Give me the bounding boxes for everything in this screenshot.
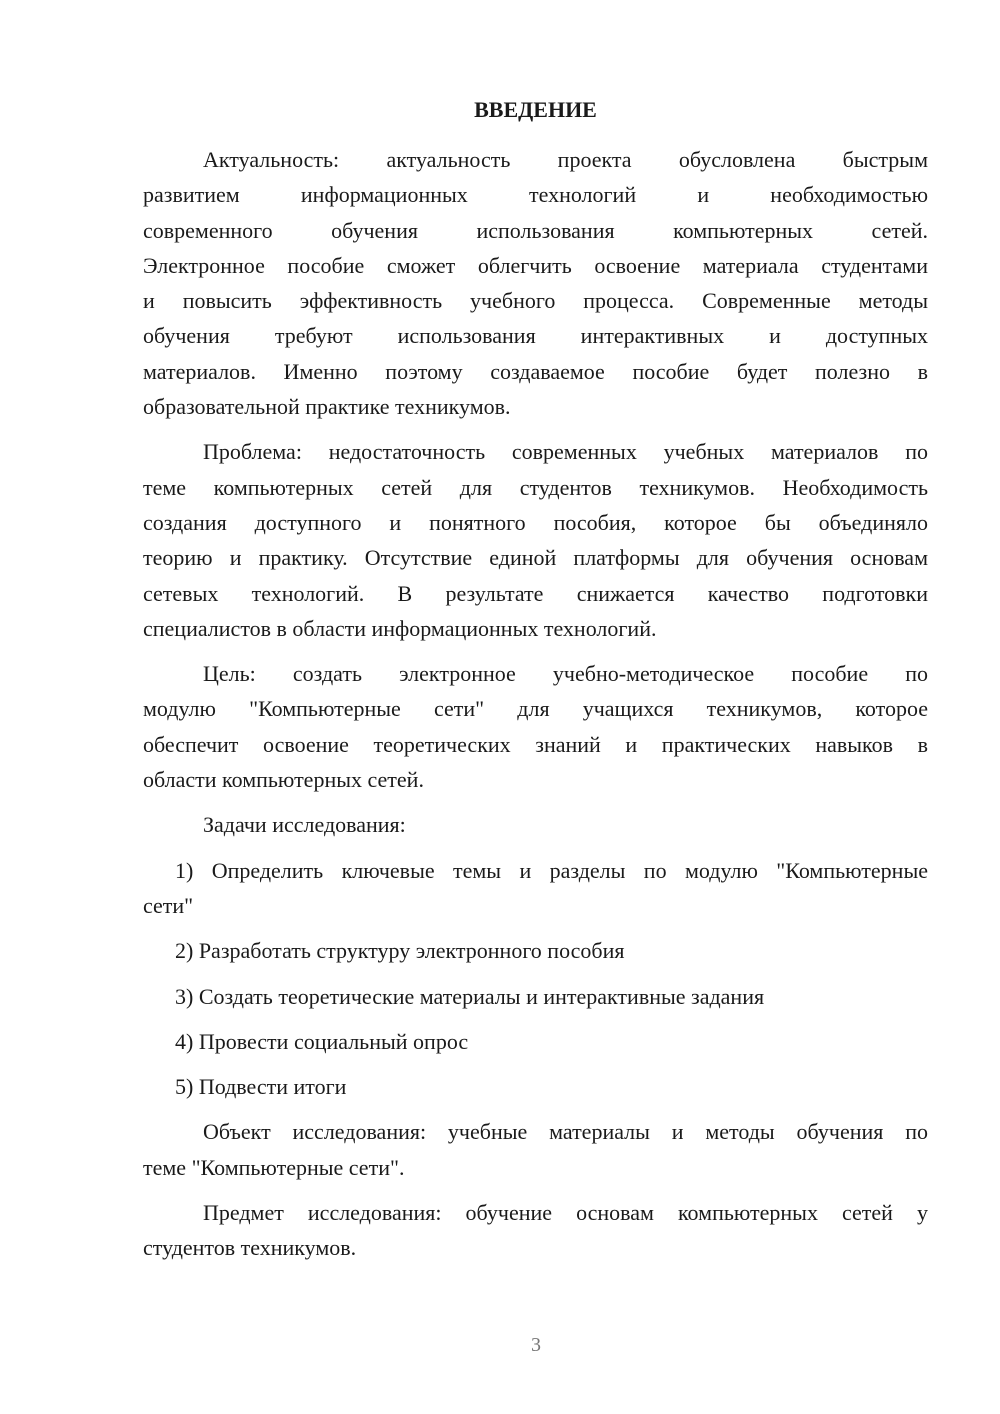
text-line: образовательной практике техникумов. — [143, 394, 511, 420]
paragraph — [143, 1114, 928, 1185]
page-number: 3 — [531, 1334, 541, 1356]
text-line: развитием информационных технологий и необходимостью — [143, 182, 928, 208]
text-line: Цель: создать электронное учебно-методическое пособие по — [203, 661, 928, 687]
text-line: создания доступного и понятного пособия, которое бы объединяло — [143, 509, 928, 535]
text-line: Задачи исследования: — [203, 812, 406, 838]
paragraph — [143, 434, 928, 646]
list-item — [143, 933, 928, 968]
list-item — [143, 1024, 928, 1059]
text-line: Актуальность: актуальность проекта обусловлена быстрым — [203, 147, 928, 172]
paragraph — [143, 656, 928, 797]
text-line: области компьютерных сетей. — [143, 767, 424, 793]
text-line: 1) Определить ключевые темы и разделы по модулю "Компьютерные — [175, 857, 928, 883]
text-line: сетевых технологий. В результате снижается качество подготовки — [143, 580, 928, 606]
page-body — [143, 92, 928, 1276]
text-line: Предмет исследования: обучение основам компьютерных сетей у — [203, 1200, 928, 1226]
text-line: обучения требуют использования интерактивных и доступных — [143, 323, 928, 349]
section-title: ВВЕДЕНИЕ — [474, 97, 597, 122]
paragraph — [143, 807, 928, 842]
content — [143, 142, 928, 1266]
text-line: 2) Разработать структуру электронного пособия — [175, 938, 625, 964]
text-line: студентов техникумов. — [143, 1235, 357, 1261]
text-line: Проблема: недостаточность современных учебных материалов по — [203, 439, 928, 465]
text-line: сети" — [143, 892, 194, 918]
text-line: Объект исследования: учебные материалы и методы обучения по — [203, 1119, 928, 1145]
text-line: и повысить эффективность учебного процесса. Современные методы — [143, 288, 928, 314]
text-line: специалистов в области информационных технологий. — [143, 615, 657, 641]
text-line: обеспечит освоение теоретических знаний и практических навыков в — [143, 731, 928, 757]
list-item — [143, 1069, 928, 1104]
paragraph — [143, 142, 928, 424]
text-line: Электронное пособие сможет облегчить освоение материала студентами — [143, 252, 928, 278]
text-line: 4) Провести социальный опрос — [175, 1028, 469, 1054]
text-line: модулю "Компьютерные сети" для учащихся техникумов, которое — [143, 696, 928, 722]
text-line: 3) Создать теоретические материалы и интерактивные задания — [175, 983, 765, 1009]
list-item — [143, 979, 928, 1014]
list-item — [143, 853, 928, 924]
text-line: материалов. Именно поэтому создаваемое пособие будет полезно в — [143, 358, 928, 384]
paragraph — [143, 1195, 928, 1266]
text-line: современного обучения использования компьютерных сетей. — [143, 217, 928, 243]
text-line: теме "Компьютерные сети". — [143, 1154, 405, 1180]
text-line: теорию и практику. Отсутствие единой платформы для обучения основам — [143, 545, 928, 571]
text-line: 5) Подвести итоги — [175, 1074, 347, 1100]
text-line: теме компьютерных сетей для студентов техникумов. Необходимость — [143, 474, 928, 500]
